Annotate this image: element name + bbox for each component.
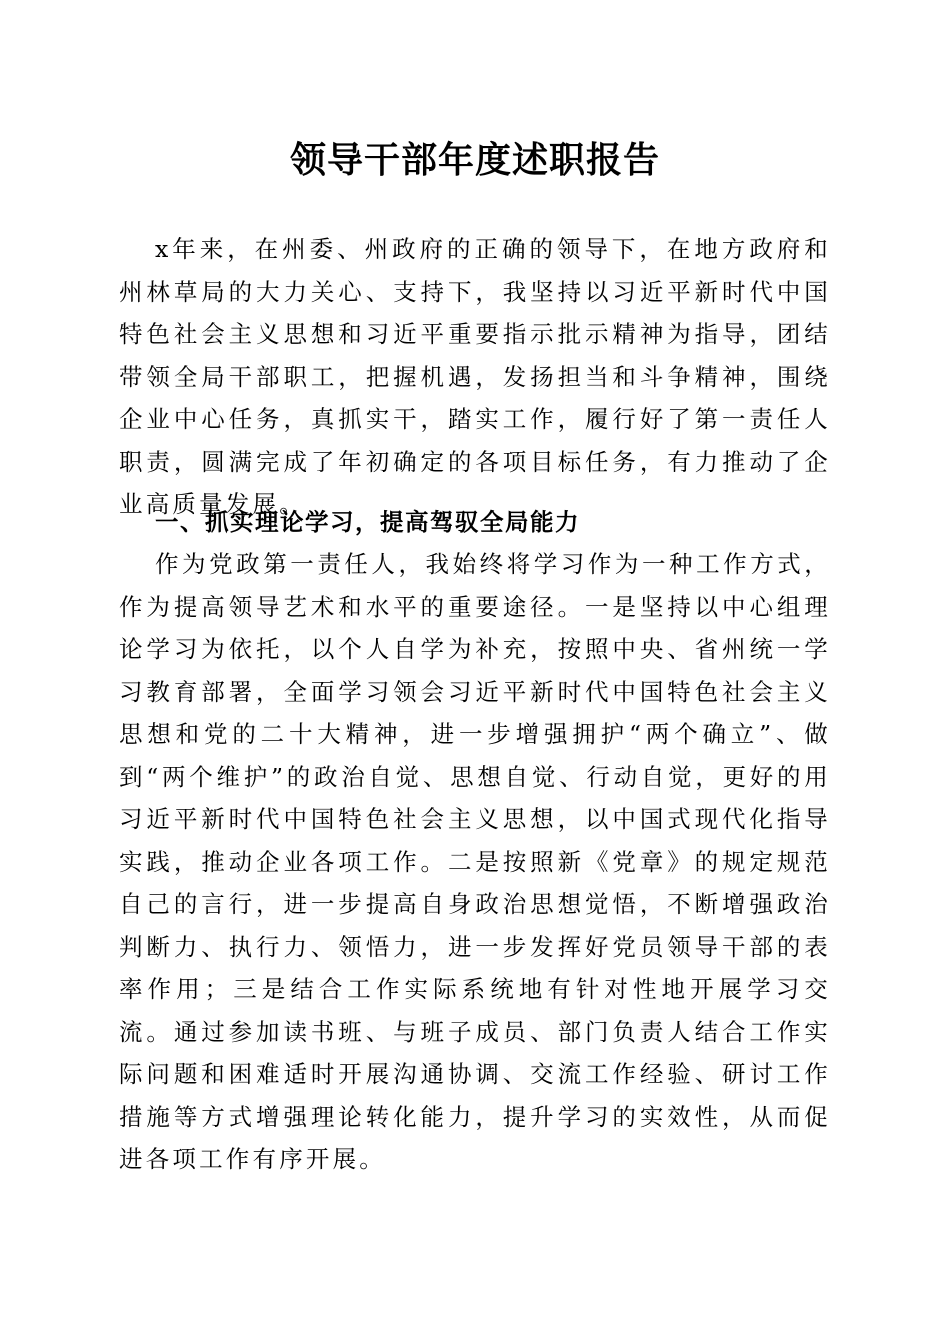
section-body-1: 作为党政第一责任人，我始终将学习作为一种工作方式，作为提高领导艺术和水平的重要途径。一是坚持以中心组理论学习为依托，以个人自学为补充，按照中央、省州统一学习教育部署，全面学习领会习近平新时代中国特色社会主义思想和党的二十大精神，进一步增强拥护“两个确立”、做到“两个维护”的政治自觉、思想自觉、行动自觉，更好的用习近平新时代中国特色社会主义思想，以中国式现代化指导实践，推动企业各项工作。二是按照新《党章》的规定规范自己的言行，进一步提高自身政治思想觉悟，不断增强政治判断力、执行力、领悟力，进一步发挥好党员领导干部的表率作用；三是结合工作实际系统地有针对性地开展学习交流。通过参加读书班、与班子成员、部门负责人结合工作实际问题和困难适时开展沟通协调、交流工作经验、研讨工作措施等方式增强理论转化能力，提升学习的实效性，从而促进各项工作有序开展。: [119, 550, 831, 1173]
intro-paragraph: x年来，在州委、州政府的正确的领导下，在地方政府和州林草局的大力关心、支持下，我坚持以习近平新时代中国特色社会主义思想和习近平重要指示批示精神为指导，团结带领全局干部职工，把握机遇，发扬担当和斗争精神，围绕企业中心任务，真抓实干，踏实工作，履行好了第一责任人职责，圆满完成了年初确定的各项目标任务，有力推动了企业高质量发展。: [119, 235, 831, 518]
section-heading-1: 一、抓实理论学习，提高驾驭全局能力: [155, 508, 580, 536]
document-title: 领导干部年度述职报告: [289, 139, 660, 181]
